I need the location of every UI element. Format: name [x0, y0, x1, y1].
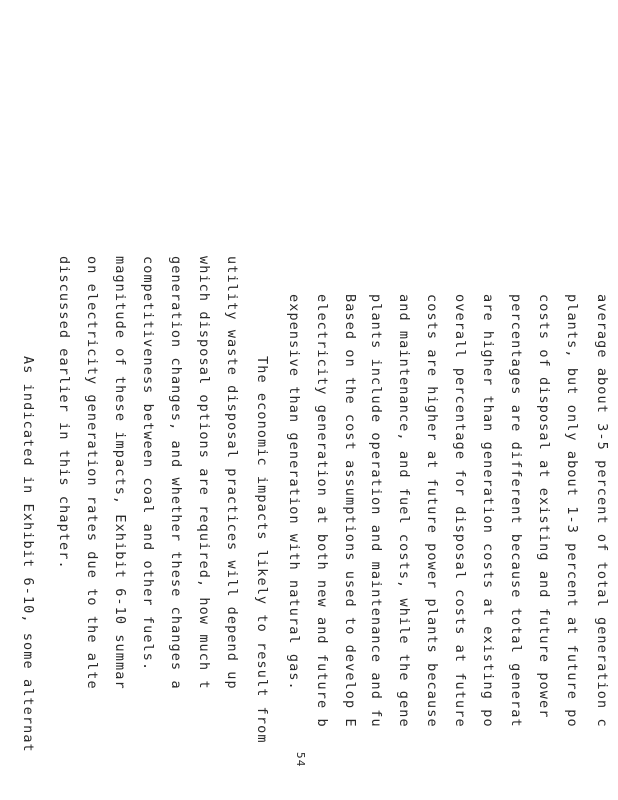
text-line: competitiveness between coal and other fuels.	[140, 256, 156, 672]
text-line: on electricity generation rates due to the alte	[84, 256, 100, 690]
text-line: expensive than generation with natural gas.	[286, 294, 302, 691]
text-line: average about 3-5 percent of total generation c	[594, 294, 610, 728]
text-line: costs of disposal at existing and future power	[536, 294, 552, 719]
text-line: which disposal options are required, how much t	[196, 256, 212, 690]
footnote-marker: 54	[294, 752, 307, 768]
text-line: utility waste disposal practices will depend up	[224, 256, 240, 690]
text-line: plants, but only about 1-3 percent at future po	[564, 294, 580, 728]
text-line: Based on the cost assumptions used to develop E	[342, 294, 358, 728]
text-line: discussed earlier in this chapter.	[56, 256, 72, 570]
text-line: overall percentage for disposal costs at future	[452, 294, 468, 728]
text-line: The economic impacts likely to result from	[254, 356, 270, 744]
text-line: magnitude of these impacts, Exhibit 6-10 summar	[112, 256, 128, 690]
text-line: generation changes, and whether these changes a	[168, 256, 184, 690]
text-line: plants include operation and maintenance and fu	[368, 294, 384, 728]
text-line: are higher than generation costs at existing po	[480, 294, 496, 728]
text-line: costs are higher at future power plants because	[424, 294, 440, 728]
text-line: As indicated in Exhibit 6-10, some alternat	[20, 356, 36, 753]
text-line: and maintenance, and fuel costs, while the gene	[396, 294, 412, 728]
text-line: percentages are different because total generat	[508, 294, 524, 728]
text-line: electricity generation at both new and future b	[314, 294, 330, 728]
